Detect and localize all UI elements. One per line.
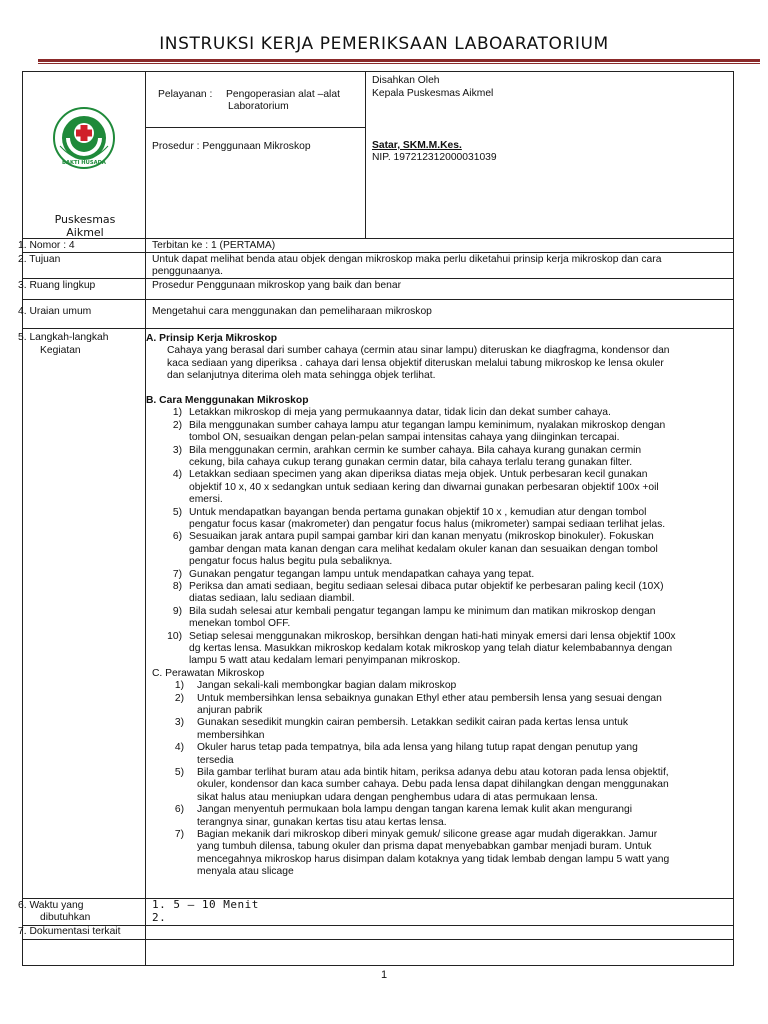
section-a-line: kaca sediaan yang diperiksa . cahaya dari lensa objektif diteruskan melalui tabung mikroskop ke lensa okuler <box>167 357 664 369</box>
list-item-line: okuler, kondensor dan kaca sumber cahaya. Debu pada lensa dapat dihilangkan dengan menggunakan <box>197 779 669 791</box>
terbitan: Terbitan ke : 1 (PERTAMA) <box>152 240 276 251</box>
list-item-line: Letakkan sediaan specimen yang akan diperiksa diatas meja objek. Untuk perbesaran kecil gunakan <box>189 469 648 481</box>
signer-name: Satar, SKM.M.Kes. <box>372 140 462 151</box>
waktu-label: 6. Waktu yang <box>18 900 84 911</box>
list-item-number: 4) <box>174 742 184 754</box>
list-item-number: 6) <box>174 804 184 816</box>
list-item-line: Gunakan sesedikit mungkin cairan pembersih. Letakkan sedikit cairan pada kertas lensa untuk <box>197 717 628 729</box>
tujuan-line: penggunaanya. <box>152 266 224 277</box>
tujuan-line: Untuk dapat melihat benda atau objek dengan mikroskop maka perlu diketahui prinsip kerja mikroskop dan cara <box>152 254 662 265</box>
uraian-umum-label: 4. Uraian umum <box>18 306 92 317</box>
list-item-line: anjuran pabrik <box>197 705 263 716</box>
list-item-number: 3) <box>174 717 184 729</box>
col-divider-left <box>145 71 146 966</box>
signer-nip: NIP. 197212312000031039 <box>372 152 497 163</box>
list-item-number: 7) <box>174 829 184 840</box>
list-item-number: 5) <box>172 506 182 518</box>
dokumentasi-label: 7. Dokumentasi terkait <box>18 926 121 937</box>
list-item-line: objektif 10 x, 40 x sedangkan untuk sediaan kering dan diwarnai gunakan perbesaran objektif 100x +oil <box>189 481 659 493</box>
row-divider <box>22 898 734 899</box>
list-item-line: pengatur focus halus begitu pula sebaliknya. <box>189 556 393 568</box>
list-item-line: gambar dengan mata kanan dengan cara melihat kedalam okuler kanan dan sesuaikan dengan tombol <box>189 543 658 555</box>
tujuan-label: 2. Tujuan <box>18 254 61 265</box>
uraian-umum-value: Mengetahui cara menggunakan dan pemeliharaan mikroskop <box>152 306 432 317</box>
waktu-value-2: 2. <box>152 911 167 924</box>
list-item-number: 2) <box>174 692 184 704</box>
list-item-line: Jangan menyentuh permukaan bola lampu dengan tangan karena lemak kulit akan mengurangi <box>197 804 633 816</box>
disahkan-oleh: Disahkan Oleh <box>372 75 440 86</box>
section-b-heading: B. Cara Menggunakan Mikroskop <box>146 395 309 406</box>
section-a-line: dan selanjutnya diterima oleh mata sehingga objek terlihat. <box>167 370 436 382</box>
pelayanan-value-2: Laboratorium <box>228 101 289 112</box>
list-item-line: Bagian mekanik dari mikroskop diberi minyak gemuk/ silicone grease agar mudah digerakkan. Jamur <box>197 829 658 840</box>
list-item-line: Letakkan mikroskop di meja yang permukaannya datar, tidak licin dan dekat sumber cahaya. <box>189 407 611 419</box>
list-item-line: Bila menggunakan cermin, arahkan cermin ke sumber cahaya. Bila cahaya kurang gunakan cermin <box>189 444 642 456</box>
page-number: 1 <box>380 969 388 981</box>
list-item-line: membersihkan <box>197 729 265 741</box>
title-rule <box>38 59 760 62</box>
list-item-number: 9) <box>172 605 182 617</box>
list-item-line: mencegahnya mikroskop harus disimpan dalam kotaknya yang tidak lembab dengan lampu 5 watt yang <box>197 853 670 865</box>
list-item-line: emersi. <box>189 494 223 506</box>
org-name: Puskesmas Aikmel <box>54 213 116 239</box>
page-title: INSTRUKSI KERJA PEMERIKSAAN LABOARATORIUM <box>159 34 609 54</box>
list-item-line: pengatur focus kasar (makrometer) dan pengatur focus halus (mikrometer) sampai sediaan terlihat jelas. <box>189 519 666 530</box>
list-item-line: lampu 5 watt atau kedalam lemari penyimpanan mikroskop. <box>189 655 461 667</box>
ruang-lingkup-label: 3. Ruang lingkup <box>18 280 96 291</box>
col-divider-header <box>365 71 366 238</box>
kepala-puskesmas: Kepala Puskesmas Aikmel <box>372 88 494 99</box>
waktu-label-2: dibutuhkan <box>40 912 91 923</box>
list-item-number: 8) <box>172 581 182 592</box>
list-item-line: Jangan sekali-kali membongkar bagian dalam mikroskop <box>197 680 457 692</box>
list-item-line: Sesuaikan jarak antara pupil sampai gambar kiri dan kanan menyatu (mikroskop binokuler). Fokuskan <box>189 531 654 543</box>
title-rule-thin <box>38 63 760 64</box>
list-item-number: 1) <box>172 407 182 419</box>
list-item-number: 2) <box>172 419 182 431</box>
list-item-line: Untuk mendapatkan bayangan benda pertama gunakan objektif 10 x , kemudian atur dengan tombol <box>189 506 647 518</box>
ruang-lingkup-value: Prosedur Penggunaan mikroskop yang baik dan benar <box>152 280 402 291</box>
list-item-number: 5) <box>174 767 184 778</box>
list-item-number: 4) <box>172 469 182 481</box>
nomor-label: 1. Nomor : 4 <box>18 240 75 251</box>
logo-text: BAKTI HUSADA <box>62 160 106 166</box>
row-divider <box>22 939 734 940</box>
list-item-line: Okuler harus tetap pada tempatnya, bila ada lensa yang hilang tutup rapat dengan penutup yang <box>197 742 638 754</box>
list-item-line: tombol ON, sesuaikan dengan pelan-pelan sampai intensitas cahaya yang diinginkan tercapai. <box>189 432 620 444</box>
prosedur: Prosedur : Penggunaan Mikroskop <box>152 141 311 152</box>
row-divider <box>145 127 365 128</box>
pelayanan-value: Pengoperasian alat –alat <box>226 89 340 100</box>
list-item-line: Setiap selesai menggunakan mikroskop, bersihkan dengan hati-hati minyak emersi dari lensa objektif 100x <box>189 630 676 642</box>
pelayanan-label: Pelayanan : <box>158 89 213 100</box>
list-item-line: tersedia <box>197 754 234 766</box>
list-item-line: cekung, bila cahaya cukup terang gunakan cermin datar, bila cahaya terlalu terang gunakan filter. <box>189 457 633 468</box>
list-item-number: 7) <box>172 568 182 580</box>
waktu-value-1: 1. 5 – 10 Menit <box>152 898 259 911</box>
list-item-line: Gunakan pengatur tegangan lampu untuk mendapatkan cahaya yang tepat. <box>189 568 535 580</box>
list-item-line: dg kertas lensa. Masukkan mikroskop kedalam kotak mikroskop yang telah diatur kelembabannya dengan <box>189 643 673 654</box>
list-item-line: Bila sudah selesai atur kembali pengatur tegangan lampu ke minimum dan matikan mikroskop dengan <box>189 605 656 617</box>
row-divider <box>22 299 734 300</box>
list-item-line: Periksa dan amati sediaan, begitu sediaan selesai dibaca putar objektif ke perbesaran paling kecil (10X) <box>189 581 664 592</box>
row-divider <box>22 278 734 279</box>
list-item-line: Bila menggunakan sumber cahaya lampu atur tegangan lampu keminimum, nyalakan mikroskop dengan <box>189 419 666 431</box>
list-item-line: diatas sediaan, lalu sediaan diambil. <box>189 593 355 605</box>
list-item-line: Bila gambar terlihat buram atau ada bintik hitam, periksa adanya debu atau kotoran pada lensa objektif, <box>197 767 669 778</box>
section-a-line: Cahaya yang berasal dari sumber cahaya (cermin atau sinar lampu) diteruskan ke diagfragma, kondensor dan <box>167 345 670 357</box>
list-item-number: 6) <box>172 531 182 543</box>
list-item-line: menyala atau slicage <box>197 866 294 878</box>
langkah-label-2: Kegiatan <box>40 345 81 356</box>
list-item-number: 3) <box>172 444 182 456</box>
list-item-line: Untuk membersihkan lensa sebaiknya gunakan Ethyl ether atau pembersih lensa yang sesuai dengan <box>197 692 662 704</box>
list-item-number: 1) <box>174 680 184 692</box>
section-c-heading: C. Perawatan Mikroskop <box>152 667 265 679</box>
bakti-husada-logo-icon <box>52 106 116 170</box>
list-item-line: yang tumbuh dilensa, tabung okuler dan prisma dapat menyebabkan gambar menjadi buram. Untuk <box>197 841 652 853</box>
list-item-number: 10) <box>167 630 182 642</box>
list-item-line: terangnya sinar, gunakan kertas tisu atau kertas lensa. <box>197 816 447 828</box>
langkah-label: 5. Langkah-langkah <box>18 332 109 343</box>
row-divider <box>22 925 734 926</box>
section-a-heading: A. Prinsip Kerja Mikroskop <box>146 333 278 344</box>
row-divider <box>22 252 734 253</box>
row-divider <box>22 328 734 329</box>
list-item-line: menekan tombol OFF. <box>189 618 291 630</box>
list-item-line: sikat halus atau meniupkan udara dengan penghembus udara di atas permukaan lensa. <box>197 791 598 803</box>
